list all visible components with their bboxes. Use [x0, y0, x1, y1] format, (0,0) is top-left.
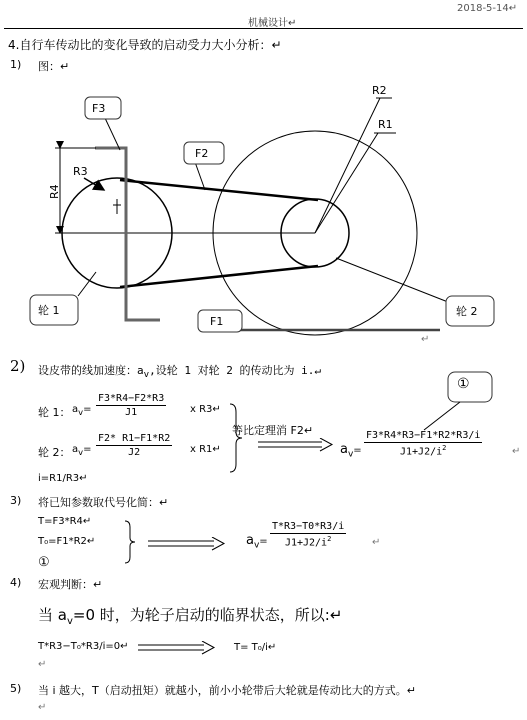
step2-intro: 设皮带的线加速度：$a_v$,设轮 1 对轮 2 的传动比为 i.↵: [38, 364, 321, 381]
step2-result-denominator: $J1+J2/i^2$: [400, 444, 447, 458]
step2-brace: [226, 402, 246, 474]
wheel1-numerator: F3*R4−F2*R3: [98, 393, 165, 404]
circled-number: ①: [457, 376, 470, 392]
label-wheel1: 轮 1: [38, 304, 60, 317]
wheel2-fraction: [96, 433, 172, 458]
step4-return: ↵: [38, 659, 47, 670]
wheel2-numerator: F2* R1−F1*R2: [98, 433, 171, 444]
figure-return-mark: ↵: [421, 334, 430, 342]
label-r4: R4: [48, 184, 61, 199]
wheel2-eq-label: 轮 2：: [38, 446, 71, 459]
step5-number: 5): [10, 682, 22, 695]
ratio-definition: i=R1/R3↵: [38, 473, 88, 484]
wheel1-denominator: J1: [125, 407, 138, 418]
wheel1-av: $a_v=$: [72, 404, 92, 417]
step3-brace: [122, 519, 138, 565]
step2-result-numerator: F3*R4*R3−F1*R2*R3/i: [366, 430, 481, 441]
label-f2: F2: [195, 147, 209, 160]
transmission-diagram: [0, 80, 527, 342]
label-r2: R2: [372, 84, 387, 97]
step3-result-numerator: T*R3−T0*R3/i: [272, 521, 345, 532]
step3-result-fraction: [270, 521, 346, 548]
wheel2-tail: x R1↵: [190, 444, 221, 455]
step3-result-denominator: $J1+J2/i^2$: [284, 535, 332, 549]
wheel1-eq-label: 轮 1：: [38, 406, 71, 419]
step2-double-arrow: [258, 438, 334, 452]
step2-result-av: $a_v=$: [340, 442, 362, 460]
step4-double-arrow: [138, 641, 216, 655]
step3-number: 3): [10, 494, 22, 507]
label-r1: R1: [378, 118, 393, 131]
wheel1-fraction: [96, 393, 166, 418]
step4-number: 4): [10, 576, 22, 589]
belt-top: [120, 180, 318, 200]
crank-arm: [95, 148, 160, 320]
arrow-text: 等比定理消 F2↵: [232, 424, 314, 437]
r2-radius-line: [315, 98, 380, 233]
wheel1-center-mark: [113, 199, 121, 214]
header-date: 2018-5-14↵: [457, 3, 518, 14]
r1-radius-line: [315, 133, 378, 233]
step3-double-arrow: [148, 537, 226, 551]
step3-line2: T₀=F1*R2↵: [38, 536, 96, 547]
label-f3: F3: [92, 102, 106, 115]
header-title: 机械设计↵: [248, 18, 297, 29]
wheel1-tail: x R3↵: [190, 404, 221, 415]
step2-number: 2): [10, 357, 26, 375]
label-f1: F1: [210, 315, 224, 328]
step2-result-fraction: [364, 430, 482, 457]
header-rule: [4, 28, 523, 29]
label-r3: R3: [73, 165, 88, 178]
step3-text: 将已知参数取代号化简：↵: [38, 496, 169, 509]
step1-number: 1): [10, 58, 22, 71]
step5-return: ↵: [38, 702, 47, 713]
step4-eq-right: T= T₀/i↵: [234, 642, 277, 653]
label-wheel2: 轮 2: [456, 305, 478, 318]
step4-eq-left: T*R3−T₀*R3/i=0↵: [38, 641, 129, 652]
wheel2-av: $a_v=$: [72, 444, 92, 457]
step2-result-return: ↵: [512, 446, 521, 457]
step3-result-av: $a_v=$: [246, 533, 268, 551]
wheel2-denominator: J2: [128, 447, 141, 458]
step3-circled: ①: [38, 555, 50, 570]
step4-text: 宏观判断：↵: [38, 578, 103, 591]
step5-text: 当 i 越大，T（启动扭矩）就越小，前小小轮带后大轮就是传动比大的方式。↵: [38, 684, 416, 697]
step3-result-return: ↵: [372, 537, 381, 548]
step4-statement: 当 $a_v=0$ 时，为轮子启动的临界状态，所以:↵: [38, 606, 343, 627]
section-title: 4.自行车传动比的变化导致的启动受力大小分析：↵: [8, 38, 282, 52]
step1-text: 图：↵: [38, 60, 70, 73]
step3-line1: T=F3*R4↵: [38, 516, 92, 527]
